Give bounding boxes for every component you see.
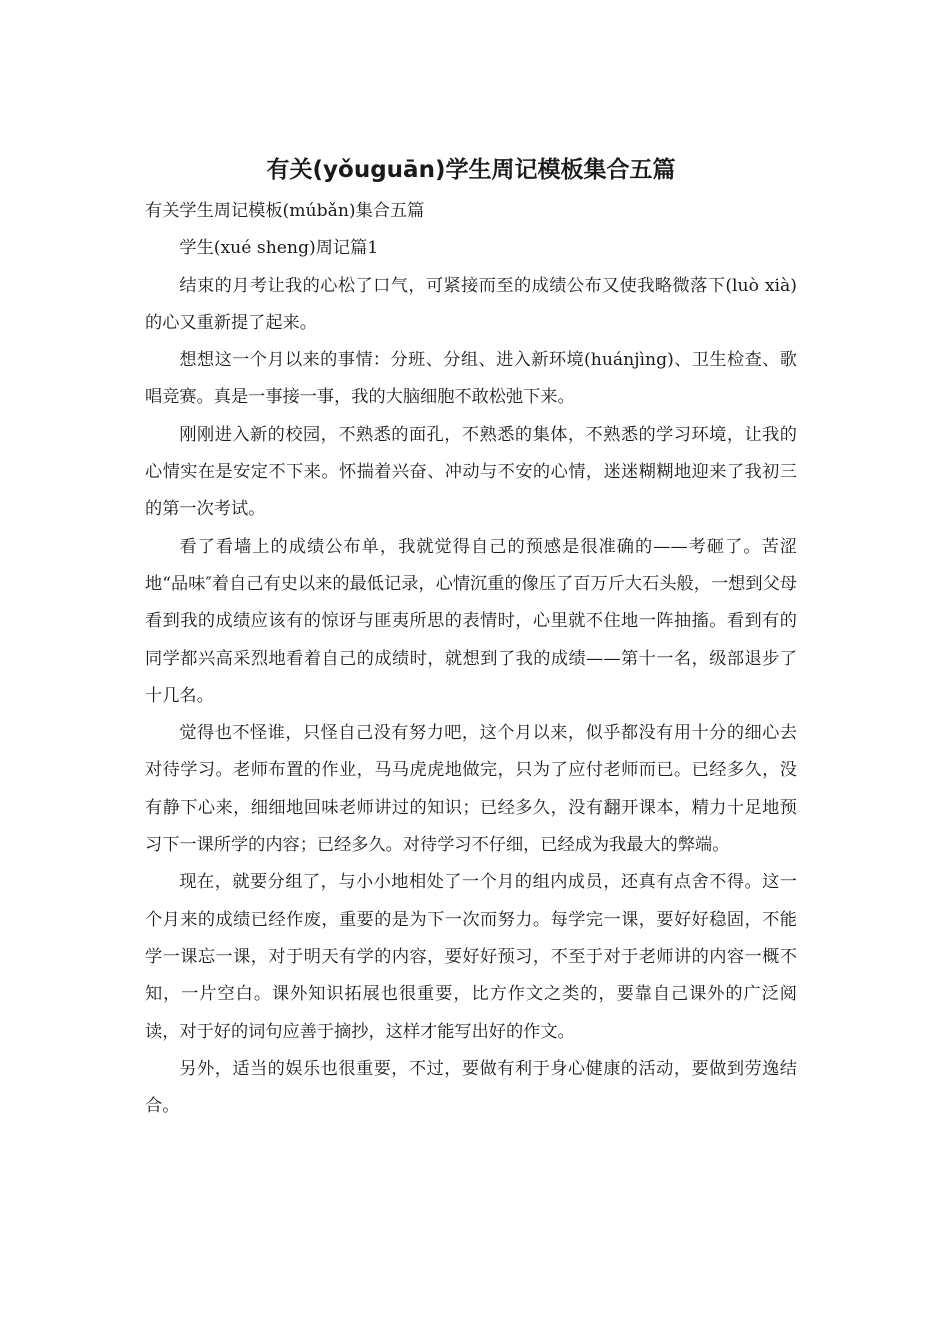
document-title: 有关(yǒuguān)学生周记模板集合五篇 — [266, 157, 676, 183]
paragraph: 刚刚进入新的校园，不熟悉的面孔，不熟悉的集体，不熟悉的学习环境，让我的心情实在是安定不下来。怀揣着兴奋、冲动与不安的心情，迷迷糊糊地迎来了我初三的第一次考试。 — [145, 424, 797, 520]
document-subtitle: 有关学生周记模板(múbǎn)集合五篇 — [145, 201, 425, 221]
document-body — [145, 193, 797, 1125]
paragraph: 看了看墙上的成绩公布单，我就觉得自己的预感是很准确的——考砸了。苦涩地“品味″着自己有史以来的最低记录，心情沉重的像压了百万斤大石头般，一想到父母看到我的成绩应该有的惊讶与匪夷所思的表情时，心里就不住地一阵抽搐。看到有的同学都兴高采烈地看着自己的成绩时，就想到了我的成绩——第十一名，级部退步了十几名。 — [145, 536, 797, 706]
section-heading: 学生(xué sheng)周记篇1 — [179, 238, 379, 259]
paragraph: 另外，适当的娱乐也很重要，不过，要做有利于身心健康的活动，要做到劳逸结合。 — [145, 1058, 797, 1117]
paragraph: 想想这一个月以来的事情：分班、分组、进入新环境(huánjìng)、卫生检查、歌唱竞赛。真是一事接一事，我的大脑细胞不敢松弛下来。 — [145, 350, 797, 408]
paragraph: 现在，就要分组了，与小小地相处了一个月的组内成员，还真有点舍不得。这一个月来的成绩已经作废，重要的是为下一次而努力。每学完一课，要好好稳固，不能学一课忘一课，对于明天有学的内容，要好好预习，不至于对于老师讲的内容一概不知，一片空白。课外知识拓展也很重要，比方作文之类的，要靠自己课外的广泛阅读，对于好的词句应善于摘抄，这样才能写出好的作文。 — [145, 872, 797, 1042]
paragraph: 觉得也不怪谁，只怪自己没有努力吧，这个月以来，似乎都没有用十分的细心去对待学习。老师布置的作业，马马虎虎地做完，只为了应付老师而已。已经多久，没有静下心来，细细地回味老师讲过的知识；已经多久，没有翻开课本，精力十足地预习下一课所学的内容；已经多久。对待学习不仔细，已经成为我最大的弊端。 — [145, 723, 797, 856]
paragraph: 结束的月考让我的心松了口气，可紧接而至的成绩公布又使我略微落下(luò xià)的心又重新提了起来。 — [145, 275, 797, 333]
